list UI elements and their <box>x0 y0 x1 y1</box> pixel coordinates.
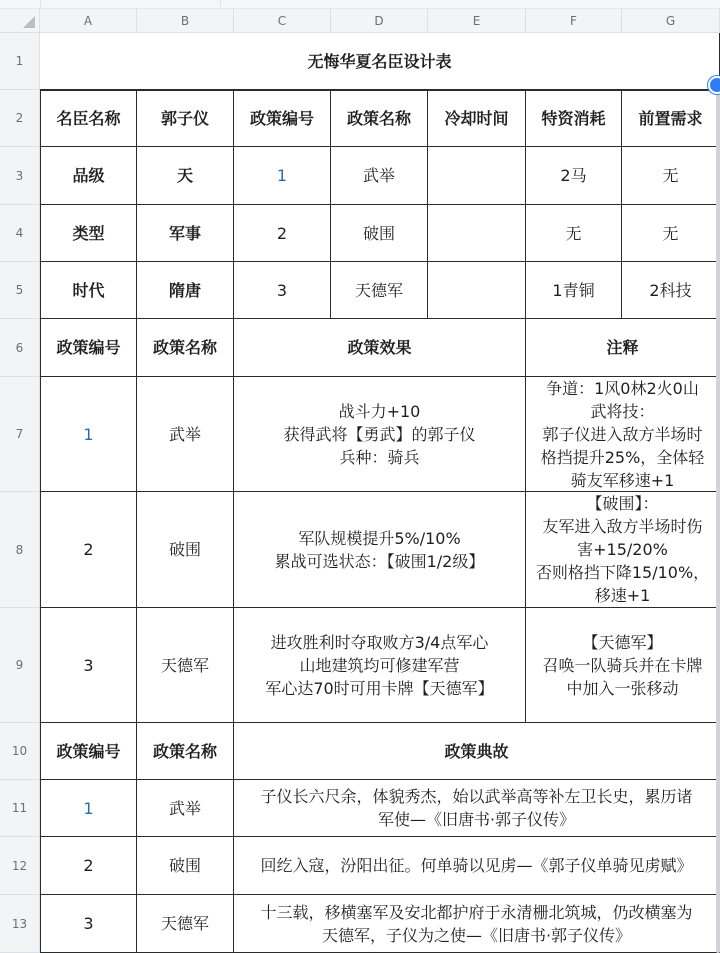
vertical-scrollbar[interactable] <box>716 78 720 953</box>
policy-name: 天德军 <box>354 280 403 300</box>
cost-cell[interactable] <box>526 147 622 205</box>
row-header-9[interactable]: 9 <box>0 608 40 723</box>
effect-note-cell[interactable] <box>526 608 720 723</box>
policy-name: 武举 <box>362 166 395 185</box>
header-cost-text: 特资消耗 <box>541 109 606 128</box>
info-value-cell[interactable] <box>137 205 234 262</box>
story-text: 十三载，移横塞军及安北都护府于永清栅北筑城，仍改横塞为 天德军，子仪为之使—《旧唐书·郭子仪传》 <box>260 902 693 945</box>
story-no: 2 <box>83 856 94 875</box>
header-cell-name[interactable] <box>40 90 137 147</box>
cooldown-cell[interactable] <box>428 147 526 205</box>
prereq-cell[interactable] <box>622 205 720 262</box>
header-cell-policy-no[interactable] <box>234 90 331 147</box>
info-value: 隋唐 <box>168 280 201 300</box>
story-name-cell[interactable] <box>137 780 234 837</box>
story-no-cell[interactable] <box>40 895 137 953</box>
effect-name-cell[interactable] <box>137 492 234 608</box>
column-header-b[interactable]: B <box>137 9 234 33</box>
column-header-c[interactable]: C <box>234 9 331 33</box>
prereq: 无 <box>662 223 679 243</box>
effect-no-cell[interactable] <box>40 492 137 608</box>
row-header-5[interactable]: 5 <box>0 262 40 319</box>
policy-name-cell[interactable] <box>331 147 428 205</box>
info-value-cell[interactable] <box>137 262 234 319</box>
effect-text-cell[interactable] <box>234 608 526 723</box>
header-policy-name-text: 政策名称 <box>346 109 411 128</box>
header-policy-no-text: 政策编号 <box>249 109 314 128</box>
header-cooldown-text: 冷却时间 <box>444 109 509 128</box>
story-header-name-text: 政策名称 <box>152 741 217 761</box>
effect-text: 进攻胜利时夺取败方3/4点军心 山地建筑均可修建军营 军心达70时可用卡牌【天德军】 <box>265 632 494 698</box>
effect-name: 破围 <box>168 540 201 559</box>
story-text: 回纥入寇，汾阳出征。何单骑以见虏—《郭子仪单骑见虏赋》 <box>260 856 693 875</box>
row-header-6[interactable]: 6 <box>0 319 40 377</box>
prereq-cell[interactable] <box>622 147 720 205</box>
header-name-text: 名臣名称 <box>56 109 121 128</box>
effects-header-note[interactable] <box>526 319 720 377</box>
story-no-cell[interactable] <box>40 837 137 895</box>
effect-note-cell[interactable] <box>526 377 720 492</box>
row-header-12[interactable]: 12 <box>0 837 40 895</box>
effects-header-no-text: 政策编号 <box>56 338 121 357</box>
story-text: 子仪长六尺余，体貌秀杰，始以武举高等补左卫长史，累历诸 军使—《旧唐书·郭子仪传》 <box>260 787 693 829</box>
cooldown-cell[interactable] <box>428 262 526 319</box>
info-value: 天 <box>176 166 193 185</box>
effect-no: 3 <box>83 655 94 675</box>
effect-no: 2 <box>83 540 94 559</box>
row-header-2[interactable]: 2 <box>0 90 40 147</box>
cost-cell[interactable] <box>526 262 622 319</box>
effect-name: 天德军 <box>160 655 209 675</box>
column-header-e[interactable]: E <box>428 9 526 33</box>
row-header-8[interactable]: 8 <box>0 492 40 608</box>
header-cell-policy-name[interactable] <box>331 90 428 147</box>
effect-text: 军队规模提升5%/10% 累战可选状态：【破围1/2级】 <box>274 528 485 571</box>
effect-text-cell[interactable] <box>234 377 526 492</box>
row-header-3[interactable]: 3 <box>0 147 40 205</box>
effect-no-cell[interactable] <box>40 608 137 723</box>
story-name: 天德军 <box>160 914 209 933</box>
policy-no: 2 <box>276 223 288 243</box>
cost: 无 <box>565 223 582 243</box>
story-header-story-text: 政策典故 <box>444 741 509 761</box>
column-header-g[interactable]: G <box>622 9 720 33</box>
story-header-no[interactable] <box>40 723 137 780</box>
story-no: 3 <box>83 914 94 933</box>
cost-cell[interactable] <box>526 205 622 262</box>
header-cell-cooldown[interactable] <box>428 90 526 147</box>
policy-no: 1 <box>276 166 288 185</box>
row-header-13[interactable]: 13 <box>0 895 40 953</box>
effect-no-cell[interactable] <box>40 377 137 492</box>
effects-header-effect-text: 政策效果 <box>347 338 412 357</box>
effect-note-cell[interactable] <box>526 492 720 608</box>
effects-header-note-text: 注释 <box>606 338 639 357</box>
column-header-a[interactable]: A <box>40 9 137 33</box>
story-no-cell[interactable] <box>40 780 137 837</box>
cost: 1青铜 <box>552 280 595 300</box>
effect-name-cell[interactable] <box>137 377 234 492</box>
column-header-d[interactable]: D <box>331 9 428 33</box>
row-header-10[interactable]: 10 <box>0 723 40 780</box>
cost: 2马 <box>560 166 587 185</box>
selection-handle[interactable] <box>708 76 720 94</box>
prereq: 无 <box>662 166 679 185</box>
row-header-4[interactable]: 4 <box>0 205 40 262</box>
story-text-cell[interactable] <box>234 837 720 895</box>
header-cell-minister[interactable] <box>137 90 234 147</box>
prereq-cell[interactable] <box>622 262 720 319</box>
story-name-cell[interactable] <box>137 895 234 953</box>
sheet-title: 无悔华夏名臣设计表 <box>307 51 452 71</box>
info-label-cell[interactable] <box>40 262 137 319</box>
story-name-cell[interactable] <box>137 837 234 895</box>
policy-no-cell[interactable] <box>234 147 331 205</box>
effects-header-name[interactable] <box>137 319 234 377</box>
info-label: 品级 <box>72 166 105 185</box>
effect-text-cell[interactable] <box>234 492 526 608</box>
info-label-cell[interactable] <box>40 147 137 205</box>
prereq: 2科技 <box>649 280 692 300</box>
story-header-name[interactable] <box>137 723 234 780</box>
story-name: 武举 <box>168 798 201 818</box>
effect-text: 战斗力+10 获得武将【勇武】的郭子仪 兵种：骑兵 <box>283 401 476 467</box>
story-name: 破围 <box>168 856 201 875</box>
header-prereq-text: 前置需求 <box>638 109 703 128</box>
policy-no-cell[interactable] <box>234 262 331 319</box>
policy-name: 破围 <box>362 223 395 243</box>
column-header-f[interactable]: F <box>526 9 622 33</box>
header-cell-prereq[interactable] <box>622 90 720 147</box>
policy-name-cell[interactable] <box>331 262 428 319</box>
policy-name-cell[interactable] <box>331 205 428 262</box>
cooldown-cell[interactable] <box>428 205 526 262</box>
story-text-cell[interactable] <box>234 780 720 837</box>
story-no: 1 <box>83 798 94 818</box>
effect-name-cell[interactable] <box>137 608 234 723</box>
sheet-title-cell[interactable] <box>40 33 720 90</box>
minister-name-text: 郭子仪 <box>160 109 209 128</box>
info-value: 军事 <box>168 223 201 243</box>
effect-note: 争道：1风0林2火0山 武将技： 郭子仪进入敌方半场时 格挡提升25%，全体轻 骑友军移速+1 <box>540 378 705 490</box>
policy-no: 3 <box>276 280 288 300</box>
header-cell-cost[interactable] <box>526 90 622 147</box>
info-value-cell[interactable] <box>137 147 234 205</box>
info-label: 类型 <box>72 223 105 243</box>
effect-note: 【破围】： 友军进入敌方半场时伤 害+15/20% 否则格挡下降15/10%， 移速+1 <box>535 494 710 605</box>
effect-no: 1 <box>83 424 94 444</box>
policy-no-cell[interactable] <box>234 205 331 262</box>
row-header-7[interactable]: 7 <box>0 377 40 492</box>
story-text-cell[interactable] <box>234 895 720 953</box>
effect-name: 武举 <box>168 424 201 444</box>
row-header-11[interactable]: 11 <box>0 780 40 837</box>
effects-header-name-text: 政策名称 <box>152 338 217 357</box>
story-header-story[interactable] <box>234 723 720 780</box>
info-label-cell[interactable] <box>40 205 137 262</box>
row-header-1[interactable]: 1 <box>0 33 40 90</box>
info-label: 时代 <box>72 280 105 300</box>
effects-header-no[interactable] <box>40 319 137 377</box>
story-header-no-text: 政策编号 <box>56 741 121 761</box>
effects-header-effect[interactable] <box>234 319 526 377</box>
effect-note: 【天德军】 召唤一队骑兵并在卡牌 中加入一张移动 <box>542 632 703 698</box>
